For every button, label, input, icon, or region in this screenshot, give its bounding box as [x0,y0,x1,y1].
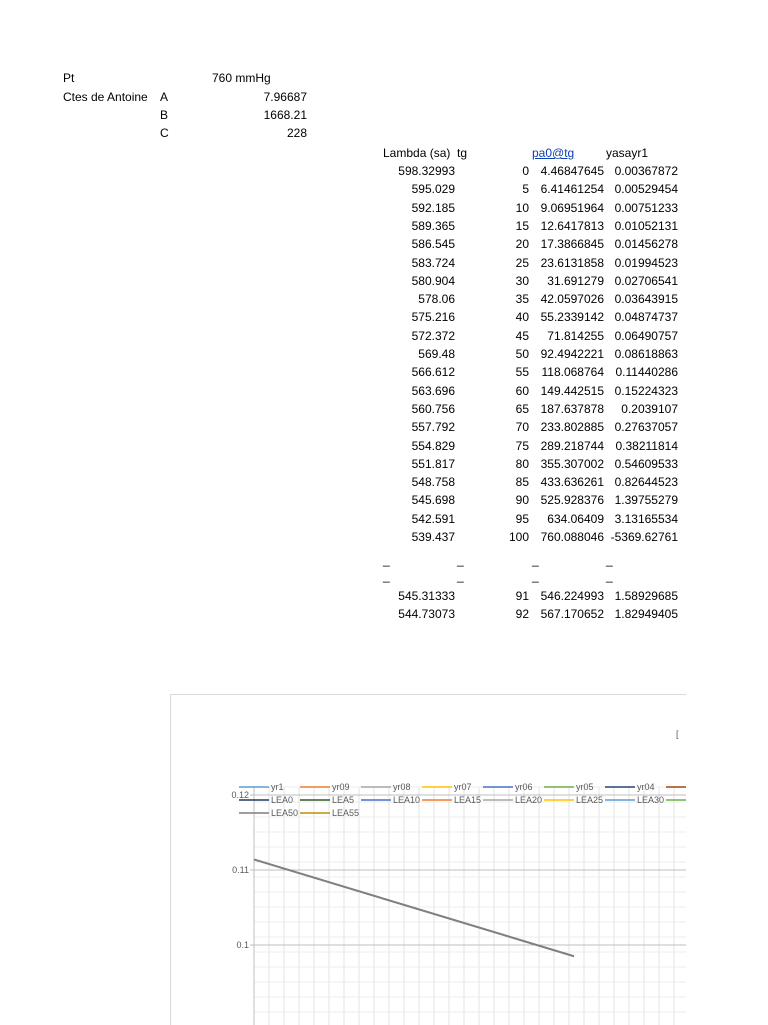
cell-lambda: 595.029 [411,182,455,197]
pt-value: 760 mmHg [212,71,271,85]
cell-yasayr1: 0.15224323 [614,383,678,398]
legend-entry: LEA55 [332,808,360,818]
cell-tg: 40 [515,310,529,325]
legend-entry: yr06 [515,782,533,792]
cell-pa0: 118.068764 [541,365,604,380]
cell-pa0: 233.802885 [540,420,604,435]
cell-lambda: 580.904 [411,273,455,288]
dash-cell: _ [532,569,539,583]
legend-entry: yr08 [393,782,411,792]
cell-lambda: 542.591 [411,511,455,526]
cell-lambda: 554.829 [411,438,455,453]
legend-entry: LEA15 [454,795,482,805]
dash-cell: _ [606,569,613,583]
header-tg: tg [457,146,468,160]
y-tick-label: 0.12 [231,790,249,800]
cell-pa0: 9.06951964 [540,200,604,215]
legend-entry: LEA0 [271,795,294,805]
dash-cell: _ [383,553,390,567]
cell-tg: 70 [515,420,529,435]
cell-lambda: 539.437 [411,530,455,544]
cell-pa0: 289.218744 [540,438,604,453]
legend-entry: yr07 [454,782,472,792]
cell-lambda: 545.698 [411,493,455,508]
cell-tg: 55 [515,365,529,380]
legend-entry: LEA50 [271,808,299,818]
chart-title-fragment: [ [676,729,679,739]
cell-yasayr1: 0.01456278 [614,237,678,252]
cell-tg: 10 [515,200,529,215]
cell-pa0: 12.6417813 [540,218,604,233]
chart-area[interactable] [170,694,686,1025]
legend-entry: yr09 [332,782,350,792]
antoine-a-value: 7.96687 [263,90,307,104]
cell-lambda: 578.06 [418,292,455,307]
dash-cell: _ [532,553,539,567]
cell-pa0: 71.814255 [547,328,604,343]
antoine-label: Ctes de Antoine [63,90,148,104]
cell-pa0: 6.41461254 [540,182,604,197]
legend-entry: yr1 [271,782,284,792]
cell-lambda: 569.48 [418,347,455,361]
cell-lambda: 598.32993 [398,164,455,178]
header-lambda: Lambda (sa) [383,146,451,160]
antoine-b-value: 1668.21 [263,108,307,122]
cell-tg: 100 [508,530,529,544]
cell-tg: 15 [515,218,529,233]
cell-lambda: 583.724 [411,255,455,270]
legend-entry: LEA5 [332,795,355,805]
cell-yasayr1: 3.13165534 [614,511,678,526]
cell-tg: 91 [515,589,529,603]
series-line-lea50 [254,860,574,957]
cell-tg: 75 [515,438,529,453]
header-pa0-link[interactable]: pa0@tg [532,146,575,160]
cell-lambda: 575.216 [411,310,455,325]
legend-entry: LEA10 [393,795,421,805]
cell-lambda: 551.817 [411,456,455,471]
cell-tg: 25 [515,255,529,270]
antoine-c-value: 228 [286,126,307,140]
cell-pa0: 23.6131858 [540,255,604,270]
cell-yasayr1: -5369.62761 [610,530,678,544]
cell-yasayr1: 0.02706541 [614,273,678,288]
antoine-b-label: B [160,108,169,122]
cell-tg: 95 [515,511,529,526]
cell-tg: 35 [515,292,529,307]
cell-tg: 80 [515,456,529,471]
cell-pa0: 4.46847645 [540,164,604,178]
cell-yasayr1: 0.01052131 [614,218,678,233]
cell-pa0: 149.442515 [540,383,604,398]
cell-pa0: 567.170652 [540,607,604,621]
cell-lambda: 566.612 [411,365,455,380]
legend-entry: LEA30 [637,795,665,805]
cell-yasayr1: 1.58929685 [614,589,678,603]
cell-yasayr1: 0.27637057 [614,420,678,435]
dash-cell: _ [606,553,613,567]
line-chart [171,695,686,1025]
cell-pa0: 42.0597026 [540,292,604,307]
cell-tg: 50 [515,347,529,361]
cell-lambda: 557.792 [411,420,455,435]
cell-pa0: 187.637878 [540,401,604,416]
legend-entry: yr04 [637,782,655,792]
cell-lambda: 544.73073 [398,607,455,621]
cell-pa0: 55.2339142 [540,310,604,325]
cell-tg: 0 [522,164,529,178]
cell-yasayr1: 0.03643915 [614,292,678,307]
cell-yasayr1: 0.2039107 [621,401,678,416]
cell-pa0: 634.06409 [547,511,604,526]
cell-lambda: 586.545 [411,237,455,252]
y-tick-label: 0.1 [236,940,249,950]
legend-entry: yr05 [576,782,594,792]
cell-yasayr1: 0.11440286 [615,365,678,380]
cell-tg: 65 [515,401,529,416]
cell-tg: 92 [515,607,529,621]
antoine-c-label: C [160,126,169,140]
cell-yasayr1: 0.08618863 [614,347,678,361]
cell-yasayr1: 0.06490757 [614,328,678,343]
dash-cell: _ [383,569,390,583]
cell-yasayr1: 0.00529454 [614,182,678,197]
cell-tg: 85 [515,475,529,490]
cell-lambda: 572.372 [411,328,455,343]
cell-lambda: 548.758 [411,475,455,490]
cell-tg: 60 [515,383,529,398]
cell-yasayr1: 0.82644523 [614,475,678,490]
y-tick-label: 0.11 [232,865,249,875]
cell-pa0: 760.088046 [540,530,604,544]
dash-cell: _ [457,553,464,567]
legend-entry: LEA25 [576,795,604,805]
cell-pa0: 355.307002 [540,456,604,471]
cell-tg: 45 [515,328,529,343]
antoine-a-label: A [160,90,169,104]
cell-pa0: 92.4942221 [540,347,604,361]
cell-yasayr1: 1.82949405 [614,607,678,621]
header-yasayr1: yasayr1 [606,146,649,160]
pt-label: Pt [63,71,75,85]
cell-yasayr1: 0.04874737 [614,310,678,325]
dash-cell: _ [457,569,464,583]
cell-yasayr1: 0.00751233 [614,200,678,215]
cell-lambda: 560.756 [411,401,455,416]
cell-yasayr1: 0.00367872 [614,164,678,178]
cell-yasayr1: 0.38211814 [615,438,678,453]
cell-tg: 90 [515,493,529,508]
legend-entry: LEA20 [515,795,543,805]
cell-tg: 20 [515,237,529,252]
cell-yasayr1: 1.39755279 [614,493,678,508]
cell-pa0: 525.928376 [540,493,604,508]
cell-yasayr1: 0.01994523 [614,255,678,270]
cell-pa0: 546.224993 [540,589,604,603]
cell-tg: 30 [515,273,529,288]
cell-lambda: 563.696 [411,383,455,398]
cell-lambda: 589.365 [411,218,455,233]
cell-yasayr1: 0.54609533 [614,456,678,471]
cell-pa0: 433.636261 [540,475,604,490]
cell-lambda: 592.185 [411,200,455,215]
cell-tg: 5 [522,182,529,197]
cell-lambda: 545.31333 [398,589,455,603]
cell-pa0: 31.691279 [547,273,604,288]
cell-pa0: 17.3866845 [540,237,604,252]
